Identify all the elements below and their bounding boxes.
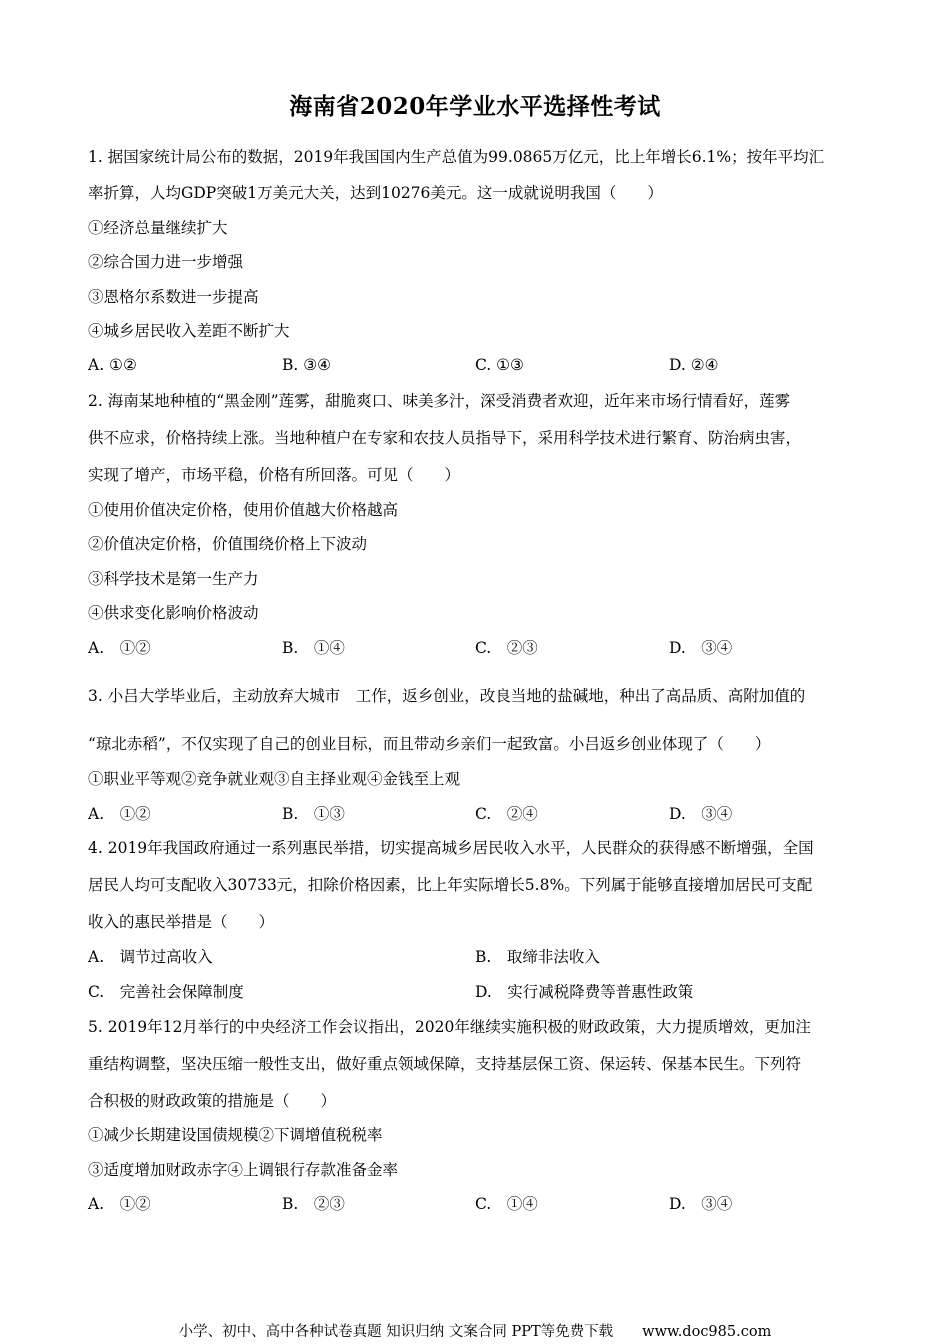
- q2-option-c: C. ②③: [475, 639, 538, 657]
- q4-stem-line3: 收入的惠民举措是（ ）: [88, 913, 275, 931]
- q2-option-d: D. ③④: [669, 639, 733, 657]
- q5-option-d: D. ③④: [669, 1195, 733, 1213]
- q2-stem-line2: 供不应求，价格持续上涨。当地种植户在专家和农技人员指导下，采用科学技术进行繁育、防治病虫害，: [88, 429, 802, 447]
- q4-stem-line1: 4. 2019年我国政府通过一系列惠民举措，切实提高城乡居民收入水平，人民群众的获得感不断增强，全国: [88, 839, 814, 857]
- q4-option-b: B. 取缔非法收入: [475, 948, 600, 966]
- q3-option-a: A. ①②: [88, 805, 151, 823]
- q1-option-d: D. ②④: [669, 356, 719, 374]
- q3-option-c: C. ②④: [475, 805, 538, 823]
- q5-statement-2: ③适度增加财政赤字④上调银行存款准备金率: [88, 1161, 399, 1179]
- q4-option-a: A. 调节过高收入: [88, 948, 213, 966]
- q2-stem-line1: 2. 海南某地种植的“黑金刚”莲雾，甜脆爽口、味美多汁，深受消费者欢迎，近年来市场行情看好，莲雾: [88, 392, 791, 410]
- q1-stem-line1: 1. 据国家统计局公布的数据，2019年我国国内生产总值为99.0865万亿元，比上年增长6.1%；按年平均汇: [88, 148, 825, 166]
- q2-option-a: A. ①②: [88, 639, 151, 657]
- q5-stem-line2: 重结构调整，坚决压缩一般性支出，做好重点领域保障，支持基层保工资、保运转、保基本民生。下列符: [88, 1055, 802, 1073]
- q4-option-d: D. 实行减税降费等普惠性政策: [475, 983, 694, 1001]
- q2-statement-4: ④供求变化影响价格波动: [88, 604, 259, 622]
- page-footer: 小学、初中、高中各种试卷真题 知识归纳 文案合同 PPT等免费下载 www.doc985.com: [178, 1324, 772, 1340]
- q2-statement-1: ①使用价值决定价格，使用价值越大价格越高: [88, 501, 399, 519]
- q1-statement-4: ④城乡居民收入差距不断扩大: [88, 322, 290, 340]
- q1-stem-line2: 率折算，人均GDP突破1万美元大关，达到10276美元。这一成就说明我国（ ）: [88, 184, 663, 202]
- page-title: 海南省2020年学业水平选择性考试: [289, 93, 661, 120]
- q2-statement-2: ②价值决定价格，价值围绕价格上下波动: [88, 535, 368, 553]
- q3-stem-line1: 3. 小吕大学毕业后，主动放弃大城市 工作，返乡创业，改良当地的盐碱地，种出了高品质、高附加值的: [88, 687, 806, 705]
- q5-option-a: A. ①②: [88, 1195, 151, 1213]
- q5-option-c: C. ①④: [475, 1195, 538, 1213]
- q3-option-b: B. ①③: [282, 805, 345, 823]
- q2-option-b: B. ①④: [282, 639, 345, 657]
- q1-statement-3: ③恩格尔系数进一步提高: [88, 288, 259, 306]
- q4-option-c: C. 完善社会保障制度: [88, 983, 244, 1001]
- q4-stem-line2: 居民人均可支配收入30733元，扣除价格因素，比上年实际增长5.8%。下列属于能够直接增加居民可支配: [88, 876, 813, 894]
- q5-stem-line1: 5. 2019年12月举行的中央经济工作会议指出，2020年继续实施积极的财政政策，大力提质增效，更加注: [88, 1018, 811, 1036]
- q3-statements: ①职业平等观②竞争就业观③自主择业观④金钱至上观: [88, 770, 461, 788]
- q1-option-c: C. ①③: [475, 356, 524, 374]
- q1-option-a: A. ①②: [88, 356, 137, 374]
- q1-statement-2: ②综合国力进一步增强: [88, 253, 244, 271]
- q2-statement-3: ③科学技术是第一生产力: [88, 570, 259, 588]
- q5-stem-line3: 合积极的财政政策的措施是（ ）: [88, 1092, 337, 1110]
- q3-option-d: D. ③④: [669, 805, 733, 823]
- q1-option-b: B. ③④: [282, 356, 332, 374]
- q5-option-b: B. ②③: [282, 1195, 345, 1213]
- q3-stem-line2: “琼北赤稻”，不仅实现了自己的创业目标，而且带动乡亲们一起致富。小吕返乡创业体现了（ ）: [88, 735, 771, 753]
- q5-statement-1: ①减少长期建设国债规模②下调增值税税率: [88, 1126, 383, 1144]
- q2-stem-line3: 实现了增产，市场平稳，价格有所回落。可见（ ）: [88, 466, 461, 484]
- q1-statement-1: ①经济总量继续扩大: [88, 219, 228, 237]
